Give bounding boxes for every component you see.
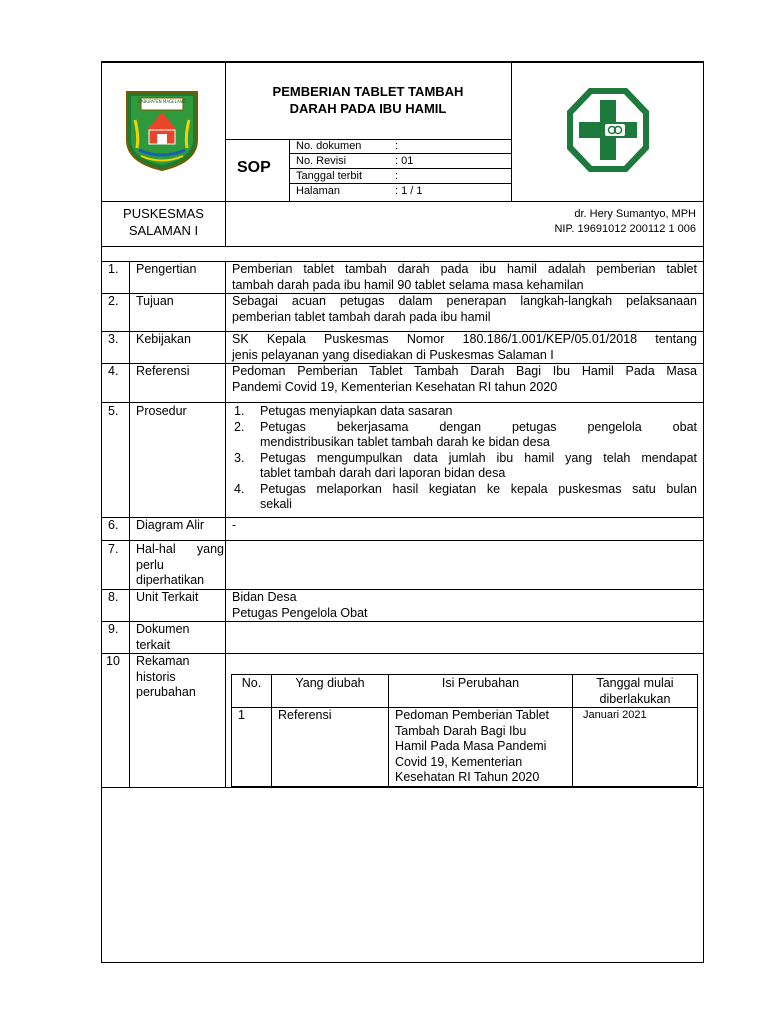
procedure-step <box>232 482 697 513</box>
step-line: sekali <box>260 497 292 511</box>
label-line: Rekaman <box>136 654 190 668</box>
document-title <box>226 83 510 117</box>
content-line: Bidan Desa <box>232 590 297 604</box>
row-label: Referensi <box>136 364 190 378</box>
row-number: 2. <box>108 294 119 308</box>
row-number: 6. <box>108 518 119 532</box>
label-line: diperhatikan <box>136 573 205 587</box>
content-line: tambah darah pada ibu hamil 90 tablet selama masa kehamilan <box>232 277 584 292</box>
row-label <box>136 654 196 701</box>
puskesmas-cross-logo <box>563 84 653 176</box>
step-line: tablet tambah darah dari laporan bidan desa <box>260 466 506 480</box>
row-number: 3. <box>108 332 119 346</box>
row-number: 4. <box>108 364 119 378</box>
row-content <box>232 262 697 293</box>
step-number: 4. <box>234 481 245 496</box>
meta-page-value: : 1 / 1 <box>395 185 423 197</box>
procedure-list <box>232 404 697 513</box>
procedure-step <box>232 404 697 420</box>
content-line: Hamil Pada Masa Pandemi <box>395 739 547 753</box>
content-line: SK Kepala Puskesmas Nomor 180.186/1.001/KEP/05.01/2018 tentang <box>232 332 697 346</box>
procedure-step <box>232 451 697 482</box>
label-line: Hal-hal yang <box>136 542 224 556</box>
content-line: Pedoman Pemberian Tablet Tambah Darah Bagi Ibu Hamil Pada Masa <box>232 364 697 378</box>
kabupaten-magelang-logo <box>125 90 199 172</box>
label-line: terkait <box>136 637 171 652</box>
title-line-2: DARAH PADA IBU HAMIL <box>289 101 447 116</box>
history-header-content: Isi Perubahan <box>441 676 520 690</box>
row-label: Prosedur <box>136 404 187 418</box>
meta-page-label: Halaman <box>296 185 341 197</box>
history-row-no: 1 <box>238 708 245 722</box>
header-line: Tanggal mulai <box>596 676 674 690</box>
step-line: Petugas melaporkan hasil kegiatan ke kepala puskesmas satu bulan <box>260 481 697 496</box>
row-number: 8. <box>108 590 119 604</box>
row-label: Diagram Alir <box>136 518 205 532</box>
row-label: Kebijakan <box>136 332 191 346</box>
content-line: Kesehatan RI Tahun 2020 <box>395 770 540 784</box>
row-number: 7. <box>108 542 119 556</box>
step-line: Petugas mengumpulkan data jumlah ibu hamil yang telah mendapat <box>260 450 697 465</box>
step-line: Petugas menyiapkan data sasaran <box>260 404 453 418</box>
history-header-date <box>573 676 697 707</box>
history-header-no: No. <box>241 676 262 690</box>
row-label <box>136 542 224 589</box>
content-line: Sebagai acuan petugas dalam penerapan langkah-langkah pelaksanaan <box>232 294 697 308</box>
history-row-changed: Referensi <box>278 708 332 722</box>
institution-line-1: PUSKESMAS <box>123 206 204 221</box>
step-number: 1. <box>234 404 245 418</box>
step-number: 3. <box>234 450 245 465</box>
header-line: diberlakukan <box>599 691 671 706</box>
meta-issue-date-label: Tanggal terbit <box>296 170 363 182</box>
title-line-1: PEMBERIAN TABLET TAMBAH <box>272 84 464 99</box>
content-line: jenis pelayanan yang disediakan di Puskesmas Salaman I <box>232 347 554 362</box>
meta-revision-label: No. Revisi <box>296 155 347 167</box>
institution-line-2: SALAMAN I <box>128 223 199 238</box>
svg-text:KABUPATEN MAGELANG: KABUPATEN MAGELANG <box>138 99 186 104</box>
content-line: pemberian tablet tambah darah pada ibu hamil <box>232 309 491 324</box>
row-content <box>232 590 368 621</box>
history-header-changed: Yang diubah <box>295 676 365 690</box>
row-content <box>232 294 697 325</box>
row-content: - <box>232 518 237 532</box>
row-number: 1. <box>108 262 119 276</box>
history-row-date: Januari 2021 <box>583 709 647 721</box>
content-line: Tambah Darah Bagi Ibu <box>395 723 527 738</box>
signer-block <box>512 207 696 237</box>
meta-revision-value: : 01 <box>395 155 414 167</box>
row-label: Unit Terkait <box>136 590 199 604</box>
step-line: mendistribusikan tablet tambah darah ke bidan desa <box>260 435 550 449</box>
row-label <box>136 622 190 653</box>
procedure-step <box>232 420 697 451</box>
history-row-content <box>395 708 571 786</box>
content-line: Pedoman Pemberian Tablet <box>395 708 550 722</box>
signer-nip: NIP. 19691012 200112 1 006 <box>554 223 696 235</box>
meta-doc-number-label: No. dokumen <box>296 140 362 152</box>
meta-issue-date-value: : <box>395 170 399 182</box>
step-line: Petugas bekerjasama dengan petugas pengelola obat <box>260 419 697 434</box>
row-number: 10 <box>106 654 120 668</box>
row-content <box>232 364 697 395</box>
row-label: Tujuan <box>136 294 174 308</box>
row-content <box>232 332 697 363</box>
content-line: Petugas Pengelola Obat <box>232 605 368 620</box>
content-line: Pemberian tablet tambah darah pada ibu hamil adalah pemberian tablet <box>232 262 697 276</box>
step-number: 2. <box>234 419 245 434</box>
sop-label: SOP <box>237 159 271 176</box>
label-line: historis <box>136 669 176 684</box>
label-line: Dokumen <box>136 622 190 636</box>
meta-doc-number-value: : <box>395 140 399 152</box>
row-number: 5. <box>108 404 119 418</box>
label-line: perubahan <box>136 685 196 699</box>
institution-name <box>102 205 225 239</box>
row-number: 9. <box>108 622 119 636</box>
content-line: Pandemi Covid 19, Kementerian Kesehatan RI tahun 2020 <box>232 379 558 394</box>
label-line: perlu <box>136 557 164 572</box>
row-label: Pengertian <box>136 262 197 276</box>
signer-name: dr. Hery Sumantyo, MPH <box>574 208 696 220</box>
content-line: Covid 19, Kementerian <box>395 754 523 769</box>
